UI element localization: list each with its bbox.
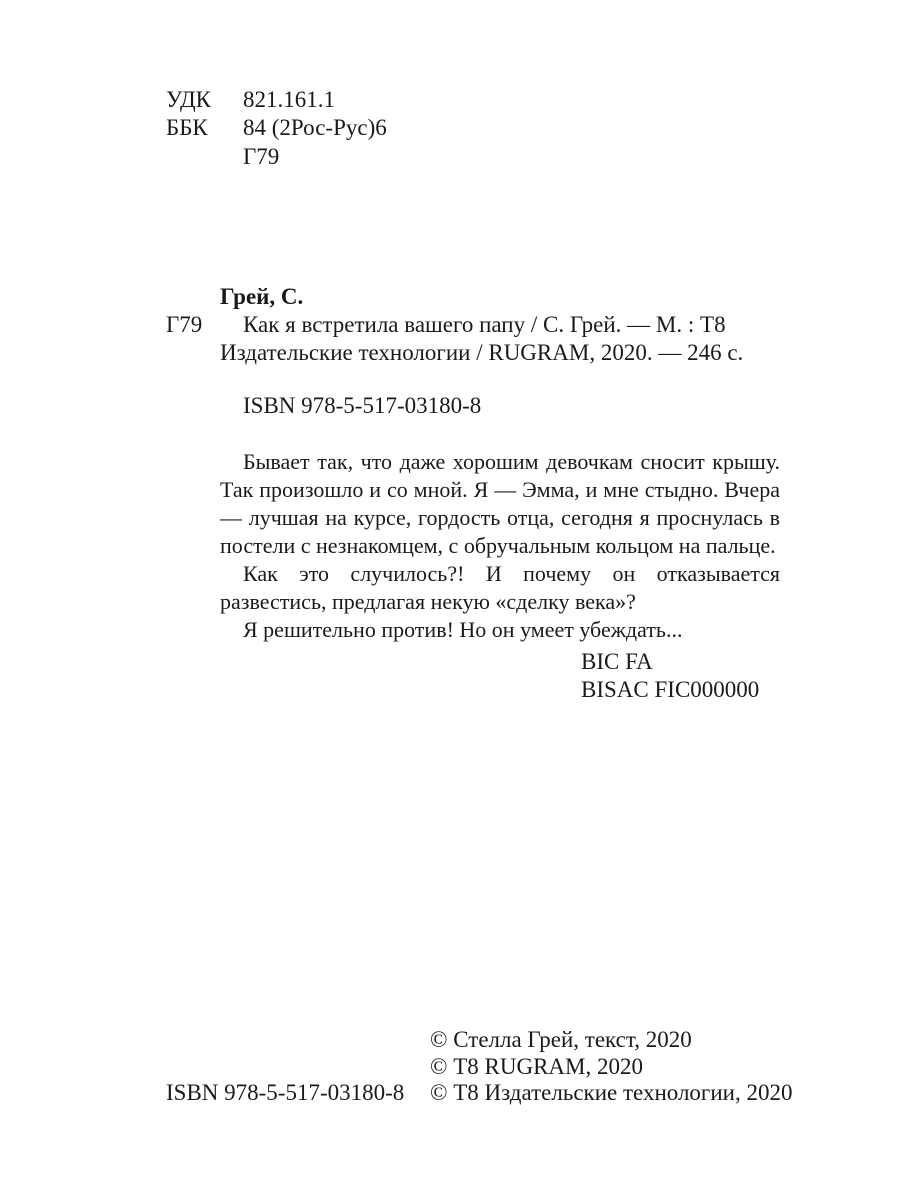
bic-code: BIC FA — [581, 649, 653, 674]
copyright-line-1: © Стелла Грей, текст, 2020 — [430, 1027, 692, 1052]
author-mark-left: Г79 — [166, 312, 203, 337]
annotation-paragraph-1: Бывает так, что даже хорошим девочкам сносит крышу. Так произошло и со мной. Я — Эмма, и мне стыдно. Вчера — лучшая на курсе, гордость отца, сегодня я проснулась в постели с незнакомцем, с обручальным кольцом на пальце. — [220, 449, 780, 558]
bbk-label: ББК — [166, 115, 208, 140]
isbn-record: ISBN 978-5-517-03180-8 — [243, 393, 482, 418]
bbk-value: 84 (2Рос-Рус)6 — [243, 115, 387, 140]
udk-value: 821.161.1 — [243, 87, 335, 112]
copyright-line-3: © Т8 Издательские технологии, 2020 — [430, 1080, 793, 1105]
annotation-paragraph-2: Как это случилось?! И почему он отказывается развестись, предлагая некую «сделку века»? — [220, 561, 780, 614]
copyright-line-2: © Т8 RUGRAM, 2020 — [430, 1054, 643, 1079]
bisac-code: BISAC FIC000000 — [581, 677, 760, 702]
annotation-paragraph-3: Я решительно против! Но он умеет убеждать... — [243, 617, 683, 642]
isbn-bottom: ISBN 978-5-517-03180-8 — [166, 1080, 405, 1105]
annotation — [220, 448, 780, 644]
author-mark-top: Г79 — [243, 144, 280, 169]
udk-label: УДК — [166, 87, 211, 112]
author-name: Грей, С. — [220, 284, 304, 309]
title-line-2: Издательские технологии / RUGRAM, 2020. — 246 с. — [220, 340, 744, 365]
title-line-1: Как я встретила вашего папу / С. Грей. — М. : Т8 — [243, 312, 726, 337]
